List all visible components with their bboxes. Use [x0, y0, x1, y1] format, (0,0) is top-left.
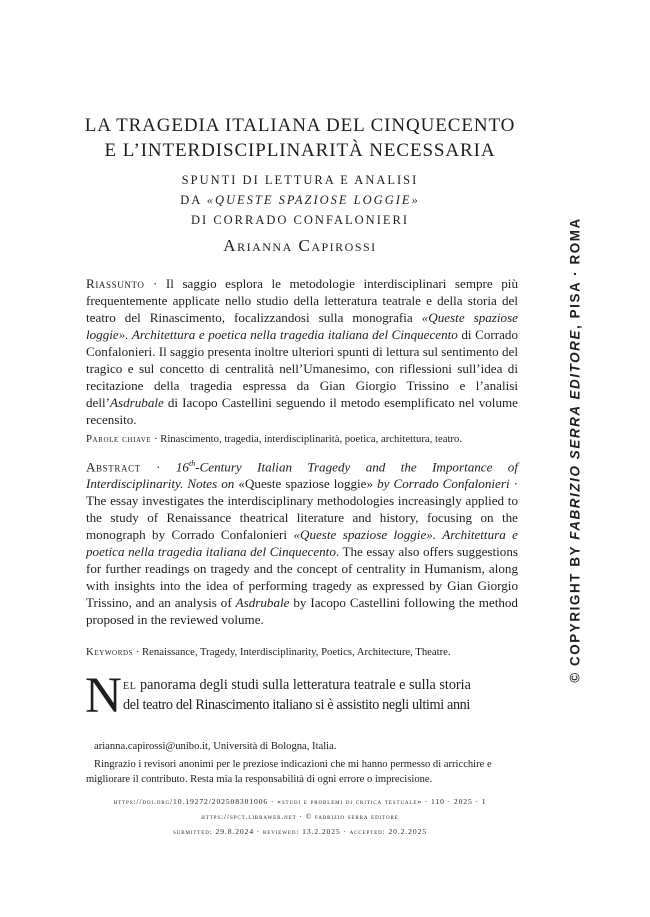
- abstract-label: Abstract: [86, 459, 141, 475]
- article-subtitle-line-3: DI CORRADO CONFALONIERI: [191, 213, 409, 227]
- acknowledgement-note: Ringrazio i revisori anonimi per le preziose indicazioni che mi hanno permesso di arricchire e migliorare il contributo. Resta mia la responsabilità di ogni errore o imprecisione.: [86, 759, 492, 785]
- author-name: Arianna Capirossi: [223, 236, 377, 255]
- author-affiliation-note: arianna.capirossi@unibo.it, Università di Bologna, Italia.: [94, 741, 337, 752]
- submission-dates: submitted: 29.8.2024 · reviewed: 13.2.2025 · accepted: 20.2.2025: [173, 827, 427, 836]
- keywords: Keywords · Renaissance, Tragedy, Interdisciplinarity, Poetics, Architecture, Theatre.: [86, 646, 451, 658]
- copyright-notice: © COPYRIGHT BY FABRIZIO SERRA EDITORE, PISA · ROMA: [567, 217, 583, 683]
- drop-cap: N: [85, 668, 122, 724]
- publisher-line: https://spct.libraweb.net · © fabrizio serra editore: [201, 812, 399, 821]
- keywords-label: Keywords: [86, 646, 134, 658]
- article-title-line-2: E L’INTERDISCIPLINARITÀ NECESSARIA: [104, 140, 496, 161]
- subtitle-prefix: DA: [180, 193, 207, 207]
- doi-line: https://doi.org/10.19272/202508301006 · «studi e problemi di critica testuale» · 110 · 2025 · 1: [113, 797, 487, 806]
- parole-chiave: Parole chiave · Rinascimento, tragedia, interdisciplinarità, poetica, architettura, teatro.: [86, 433, 463, 445]
- article-title-line-1: LA TRAGEDIA ITALIANA DEL CINQUECENTO: [84, 115, 516, 136]
- parole-chiave-label: Parole chiave: [86, 433, 152, 445]
- riassunto-label: Riassunto: [86, 276, 145, 291]
- article-subtitle-line-1: SPUNTI DI LETTURA E ANALISI: [181, 173, 419, 187]
- abstract-paragraph: Abstract · 16th-Century Italian Tragedy and the Importance of Interdisciplinarity. Notes on «Queste spaziose loggie» by Corrado Confalonieri · The essay investigates the interdisciplinary methodologies increasingly applied to the study of Renaissance theatrical literature and history, focusing on the monograph by Corrado Confalonieri «Queste spaziose loggie». Architettura e poetica nella tragedia italiana del Cinquecento. The essay also offers suggestions for further readings on tragedy and the concept of centrality in Humanism, along with insights into the idea of performing tragedy as expressed by Gian Giorgio Trissino, and an analysis of Asdrubale by Iacopo Castellini following the method proposed in the reviewed volume.: [86, 459, 519, 628]
- body-line-1: el panorama degli studi sulla letteratura teatrale e sulla storia: [123, 677, 471, 693]
- body-line-2: del teatro del Rinascimento italiano si è assistito negli ultimi anni: [123, 697, 471, 713]
- subtitle-italic-title: «QUESTE SPAZIOSE LOGGIE»: [206, 193, 420, 207]
- article-subtitle-line-2: [0, 193, 600, 208]
- riassunto-paragraph: Riassunto · Il saggio esplora le metodologie interdisciplinari sempre più frequentemente applicate nello studio della letteratura teatrale e della storia del teatro del Rinascimento, focalizzandosi sulla monografia «Queste spaziose loggie». Architettura e poetica nella tragedia italiana del Cinquecento di Corrado Confalonieri. Il saggio presenta inoltre ulteriori spunti di lettura sul sentimento del tragico e sul concetto di centralità nell’Umanesimo, con riflessioni sull’idea di recitazione della tragedia espressa da Gian Giorgio Trissino e l’analisi dell’Asdrubale di Iacopo Castellini seguendo il metodo esemplificato nel volume recensito.: [86, 276, 519, 427]
